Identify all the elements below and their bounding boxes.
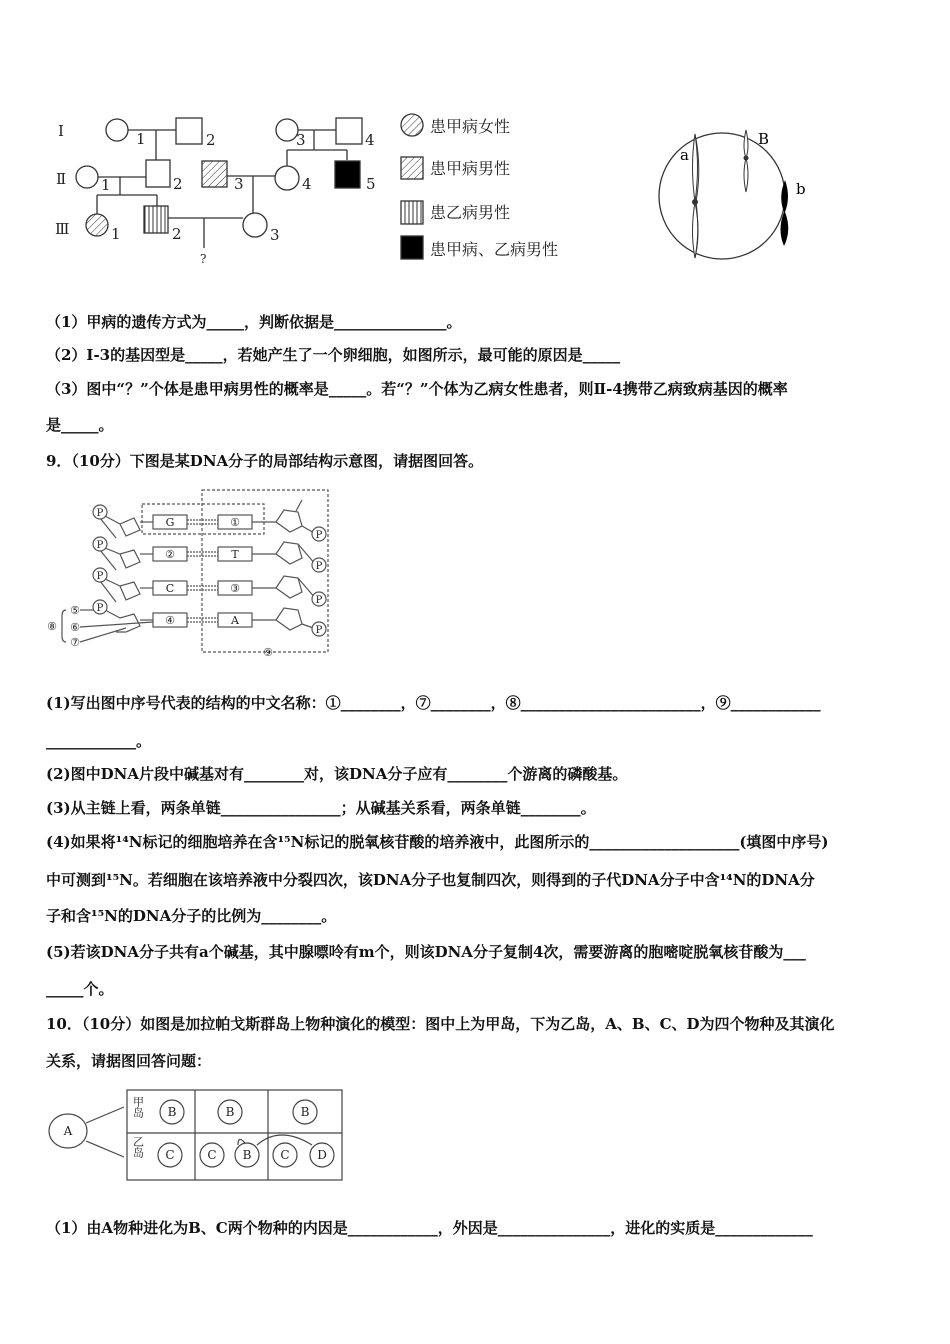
- individual-I-4: [336, 118, 362, 144]
- species-C: C: [207, 1148, 217, 1162]
- num: 1: [101, 176, 111, 194]
- species-A: A: [63, 1124, 73, 1138]
- q9-sub2: (2)图中DNA片段中碱基对有________对，该DNA分子应有________个游离的磷酸基。: [46, 765, 628, 783]
- species-C: C: [165, 1148, 175, 1162]
- num: 1: [136, 130, 146, 148]
- num: 5: [366, 175, 376, 193]
- individual-II-1: [76, 166, 98, 188]
- q9-sub4-cont2: 子和含¹⁵N的DNA分子的比例为________。: [46, 907, 337, 925]
- q10-sub1: （1）由A物种进化为B、C两个物种的内因是____________，外因是_______________，进化的实质是_____________: [46, 1219, 813, 1237]
- species-B: B: [225, 1105, 235, 1119]
- legend-hatched-square-icon: [401, 157, 423, 179]
- gen-label: Ⅱ: [56, 170, 67, 188]
- species-B: B: [167, 1105, 177, 1119]
- legend-label: 患甲病、乙病男性: [430, 240, 559, 259]
- base-label: A: [231, 614, 239, 627]
- individual-III-2: [144, 206, 168, 233]
- label-9: ⑨: [263, 646, 273, 659]
- individual-II-3: [202, 161, 227, 187]
- speciation-figure: [40, 1085, 350, 1185]
- egg-cell-figure: [650, 122, 806, 272]
- q9-sub3: (3)从主链上看，两条单链________________；从碱基关系看，两条单链________。: [46, 799, 596, 817]
- base-label: G: [165, 516, 175, 529]
- phosphate-label: P: [96, 571, 104, 582]
- base-label: ④: [165, 614, 175, 627]
- label-8: ⑧: [47, 620, 57, 633]
- num: 1: [111, 225, 121, 243]
- num: 4: [302, 175, 312, 193]
- num: 4: [365, 131, 375, 149]
- phosphate-label: P: [96, 603, 104, 614]
- q9-sub5-cont: _____个。: [46, 980, 114, 998]
- num: 2: [172, 225, 182, 243]
- individual-II-5: [335, 161, 360, 188]
- q10-title-cont: 关系，请据图回答问题：: [46, 1052, 212, 1070]
- phosphate-label: P: [315, 625, 323, 636]
- base-label: C: [165, 582, 175, 595]
- base-label: ②: [165, 548, 175, 561]
- phosphate-label: P: [315, 530, 323, 541]
- unknown-child: ?: [200, 252, 207, 266]
- species-D: D: [317, 1148, 327, 1162]
- species-B: B: [300, 1105, 310, 1119]
- q8-sub3-cont: 是_____。: [46, 416, 114, 434]
- num: 2: [173, 175, 183, 193]
- species-B: B: [242, 1148, 252, 1162]
- q8-sub2: （2）Ⅰ-3的基因型是_____，若她产生了一个卵细胞，如图所示，最可能的原因是_____: [46, 346, 621, 364]
- legend-label: 患甲病男性: [430, 159, 511, 178]
- q10-title: 10．（10分）如图是加拉帕戈斯群岛上物种演化的模型：图中上为甲岛，下为乙岛，A、B、C、D为四个物种及其演化: [46, 1015, 835, 1033]
- q9-title: 9．（10分）下图是某DNA分子的局部结构示意图，请据图回答。: [46, 452, 484, 470]
- chromosome-label-a: a: [680, 146, 689, 164]
- individual-III-3: [243, 213, 267, 237]
- legend-label: 患乙病男性: [430, 203, 511, 222]
- num: 3: [234, 175, 244, 193]
- q8-sub3: （3）图中“？”个体是患甲病男性的概率是_____。若“？”个体为乙病女性患者，则Ⅱ-4携带乙病致病基因的概率: [46, 380, 788, 398]
- pedigree-chart: [40, 100, 650, 280]
- num: 3: [296, 131, 306, 149]
- chromosome-label-b: b: [796, 180, 806, 198]
- individual-I-2: [176, 118, 202, 144]
- q8-sub1: （1）甲病的遗传方式为_____，判断依据是_______________。: [46, 313, 462, 331]
- legend-label: 患甲病女性: [430, 117, 511, 136]
- legend-striped-square-icon: [401, 201, 423, 224]
- individual-I-3: [276, 119, 298, 141]
- label-5: ⑤: [70, 604, 80, 617]
- q9-sub1-cont: ____________。: [46, 732, 152, 750]
- phosphate-label: P: [96, 540, 104, 551]
- label-6: ⑥: [70, 621, 80, 634]
- q9-sub4: (4)如果将¹⁴N标记的细胞培养在含¹⁵N标记的脱氧核苷酸的培养液中，此图所示的____________________(填图中序号): [46, 833, 829, 851]
- legend-hatched-circle-icon: [401, 114, 423, 136]
- base-label: ①: [230, 516, 240, 529]
- q9-sub5: (5)若该DNA分子共有a个碱基，其中腺嘌呤有m个，则该DNA分子复制4次，需要游离的胞嘧啶脱氧核苷酸为___: [46, 943, 806, 961]
- individual-I-1: [106, 119, 128, 141]
- gen-label: Ⅰ: [58, 122, 64, 140]
- chromosome-label-B: B: [758, 130, 770, 148]
- base-label: ③: [230, 582, 240, 595]
- individual-II-4: [275, 166, 299, 190]
- legend-black-square-icon: [401, 236, 423, 259]
- island-yi-label: 乙岛: [131, 1136, 145, 1158]
- phosphate-label: P: [315, 595, 323, 606]
- gen-label: Ⅲ: [55, 220, 70, 238]
- species-C: C: [280, 1148, 290, 1162]
- dna-structure-figure: [40, 482, 340, 662]
- q9-sub4-cont: 中可测到¹⁵N。若细胞在该培养液中分裂四次，该DNA分子也复制四次，则得到的子代DNA分子中含¹⁴N的DNA分: [46, 871, 815, 889]
- label-7: ⑦: [70, 636, 80, 649]
- phosphate-label: P: [315, 561, 323, 572]
- num: 3: [270, 226, 280, 244]
- base-label: T: [231, 548, 239, 561]
- individual-II-2: [146, 160, 170, 187]
- island-jia-label: 甲岛: [131, 1096, 145, 1118]
- q9-sub1: (1)写出图中序号代表的结构的中文名称：①________，⑦________，⑧________________________，⑨____________: [46, 694, 821, 712]
- num: 2: [206, 131, 216, 149]
- individual-III-1: [86, 214, 108, 236]
- phosphate-label: P: [96, 508, 104, 519]
